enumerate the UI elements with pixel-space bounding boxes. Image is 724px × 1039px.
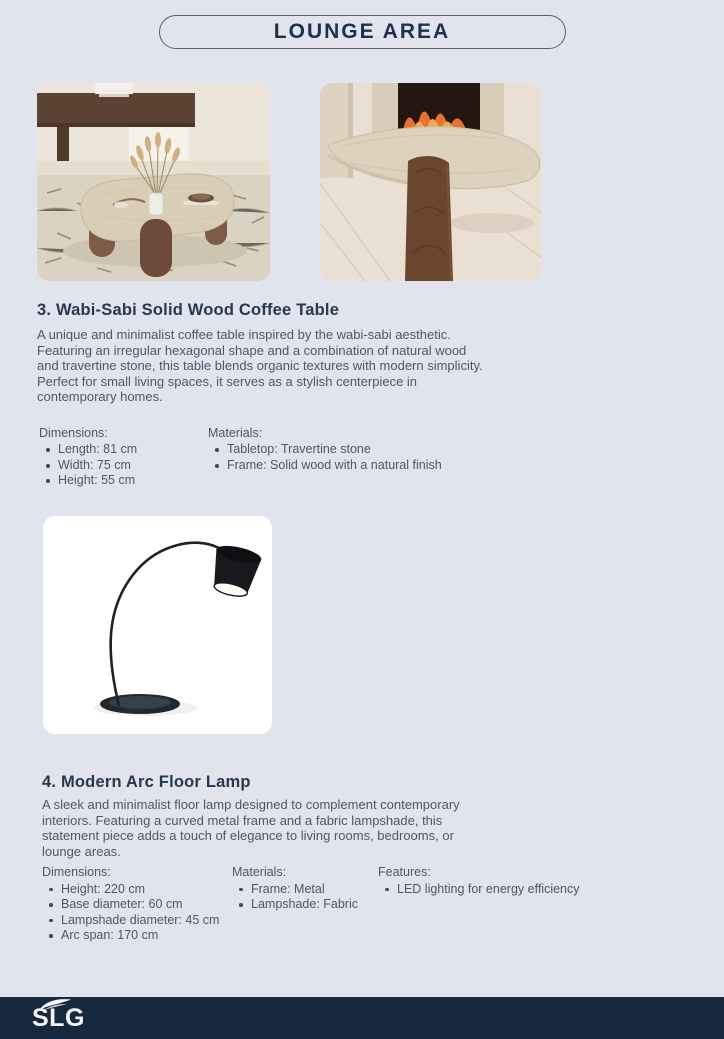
coffee-table-closeup-photo	[320, 83, 542, 281]
spec-item: Height: 220 cm	[42, 882, 232, 898]
spec-label: Dimensions:	[42, 865, 111, 880]
spec-item: Frame: Metal	[232, 882, 378, 898]
product-specs	[39, 426, 724, 489]
product-description: A unique and minimalist coffee table inspired by the wabi-sabi aesthetic. Featuring an irregular hexagonal shape and a combination of natural wood and travertine stone, this table blends organic textures with modern simplicity. Perfect for small living spaces, it serves as a stylish centerpiece in contemporary homes.	[37, 327, 483, 405]
product-section-floor-lamp	[0, 773, 724, 944]
materials-column	[208, 426, 442, 489]
coffee-table-closeup-illustration	[320, 83, 542, 281]
spec-item: Lampshade: Fabric	[232, 897, 378, 913]
spec-list	[232, 882, 378, 913]
dimensions-column	[39, 426, 208, 489]
logo-text: SLG	[32, 1004, 85, 1032]
materials-column	[232, 865, 378, 944]
coffee-table-room-illustration	[37, 83, 270, 281]
product-title: 3. Wabi-Sabi Solid Wood Coffee Table	[37, 301, 340, 319]
features-column	[378, 865, 580, 944]
spec-item: Arc span: 170 cm	[42, 928, 232, 944]
spec-item: Lampshade diameter: 45 cm	[42, 913, 232, 929]
spec-item: Frame: Solid wood with a natural finish	[208, 458, 442, 474]
spec-item: Height: 55 cm	[39, 473, 208, 489]
product-title: 4. Modern Arc Floor Lamp	[42, 772, 251, 791]
wing-icon	[38, 998, 72, 1011]
arc-floor-lamp-illustration	[43, 516, 272, 734]
spec-label: Features:	[378, 865, 431, 880]
spec-item: LED lighting for energy efficiency	[378, 882, 580, 898]
spec-list	[208, 442, 442, 473]
spec-item: Width: 75 cm	[39, 458, 208, 474]
spec-list	[39, 442, 208, 489]
spec-list	[42, 882, 232, 944]
coffee-table-room-photo	[37, 83, 270, 281]
spec-label: Materials:	[232, 865, 287, 880]
page-footer	[0, 997, 724, 1039]
page-title-pill	[159, 15, 566, 49]
product-description: A sleek and minimalist floor lamp designed to complement contemporary interiors. Featuring a curved metal frame and a fabric lampshade, this statement piece adds a touch of elegance to living rooms, bedrooms, or lounge areas.	[42, 796, 460, 859]
spec-item: Base diameter: 60 cm	[42, 897, 232, 913]
spec-item: Tabletop: Travertine stone	[208, 442, 442, 458]
arc-floor-lamp-photo	[43, 516, 272, 734]
product-section-coffee-table	[0, 301, 724, 489]
product-photo-row	[37, 83, 724, 281]
spec-label: Dimensions:	[39, 425, 108, 440]
spec-item: Length: 81 cm	[39, 442, 208, 458]
page-title: LOUNGE AREA	[273, 20, 451, 43]
product-specs	[42, 865, 724, 944]
slg-logo	[30, 997, 85, 1039]
dimensions-column	[42, 865, 232, 944]
spec-label: Materials:	[208, 425, 263, 440]
spec-list	[378, 882, 580, 898]
